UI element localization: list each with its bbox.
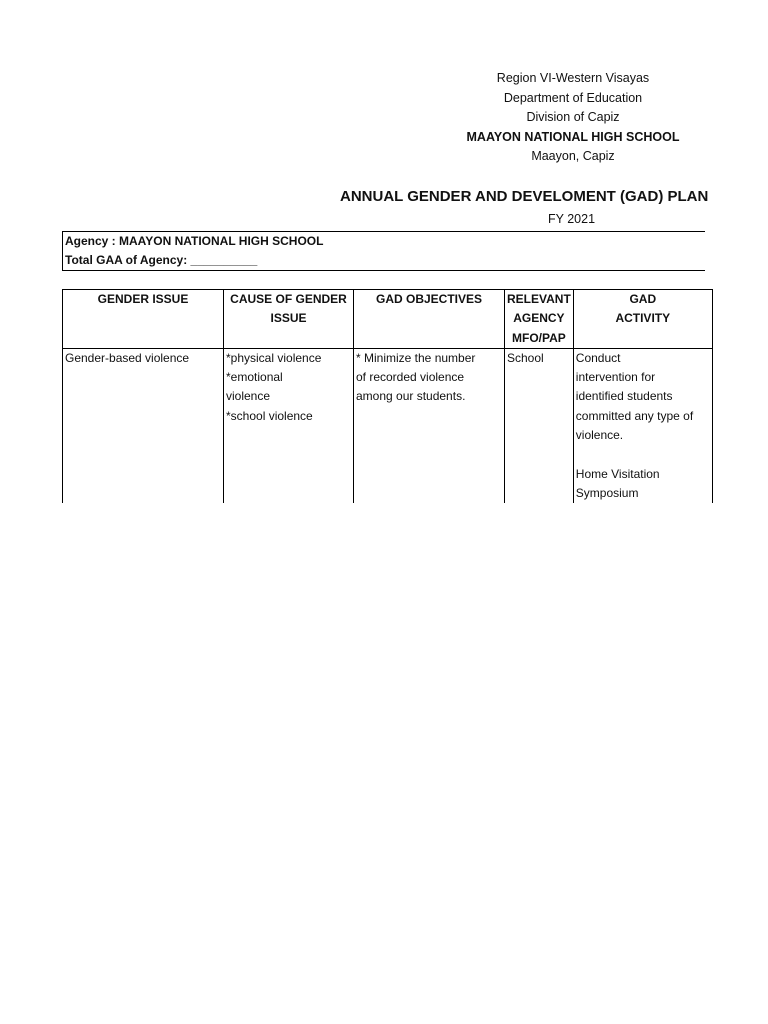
header-department: Department of Education: [503, 91, 643, 105]
header-text: ISSUE: [270, 311, 307, 326]
header-text: GAD: [629, 292, 657, 306]
header-objectives: [354, 290, 505, 349]
cell-text: Symposium: [575, 485, 639, 500]
header-activity: [573, 290, 712, 349]
cell-text: violence.: [575, 428, 624, 443]
cell-text: *school violence: [226, 408, 313, 423]
header-text: ACTIVITY: [615, 311, 671, 326]
cell-text: *emotional: [226, 370, 283, 385]
header-text: CAUSE OF GENDER: [230, 292, 347, 306]
cell-text: Conduct: [575, 350, 621, 365]
cell-activity: [573, 348, 712, 503]
header-text: RELEVANT: [507, 292, 571, 306]
cell-cause: [224, 348, 354, 503]
cell-text: of recorded violence: [356, 370, 465, 385]
document-title: ANNUAL GENDER AND DEVELOMENT (GAD) PLAN: [340, 188, 709, 205]
header-location: Maayon, Capiz: [531, 149, 615, 163]
cell-text: among our students.: [356, 389, 466, 404]
cell-gender-issue: [63, 348, 224, 503]
agency-info-box: [62, 231, 705, 271]
header-text: GENDER ISSUE: [97, 292, 189, 306]
cell-text: School: [507, 350, 544, 365]
cell-text: *physical violence: [226, 350, 322, 365]
cell-text: identified students: [575, 389, 673, 404]
header-region: Region VI-Western Visayas: [496, 71, 650, 85]
header-cause: [224, 290, 354, 349]
header-text: MFO/PAP: [512, 330, 566, 345]
total-gaa: Total GAA of Agency: __________: [65, 253, 258, 267]
cell-text: Home Visitation: [575, 466, 660, 481]
cell-text: violence: [226, 389, 271, 404]
gad-plan-table: [62, 289, 713, 503]
header-mfo-pap: [505, 290, 574, 349]
table-header-row: [63, 290, 713, 349]
header-division: Division of Capiz: [526, 110, 620, 124]
cell-text: * Minimize the number: [356, 350, 476, 365]
agency-name: Agency : MAAYON NATIONAL HIGH SCHOOL: [65, 234, 324, 248]
cell-mfo-pap: [505, 348, 574, 503]
spacer: [576, 445, 710, 464]
header-school: MAAYON NATIONAL HIGH SCHOOL: [466, 130, 680, 144]
cell-text: intervention for: [575, 370, 656, 385]
header-text: GAD OBJECTIVES: [375, 292, 483, 306]
header-gender-issue: [63, 290, 224, 349]
cell-text: committed any type of: [575, 408, 694, 423]
cell-objectives: [354, 348, 505, 503]
table-row: [63, 348, 713, 503]
header-text: AGENCY: [513, 311, 565, 326]
cell-text: Gender-based violence: [65, 350, 190, 365]
fiscal-year: FY 2021: [548, 212, 596, 226]
